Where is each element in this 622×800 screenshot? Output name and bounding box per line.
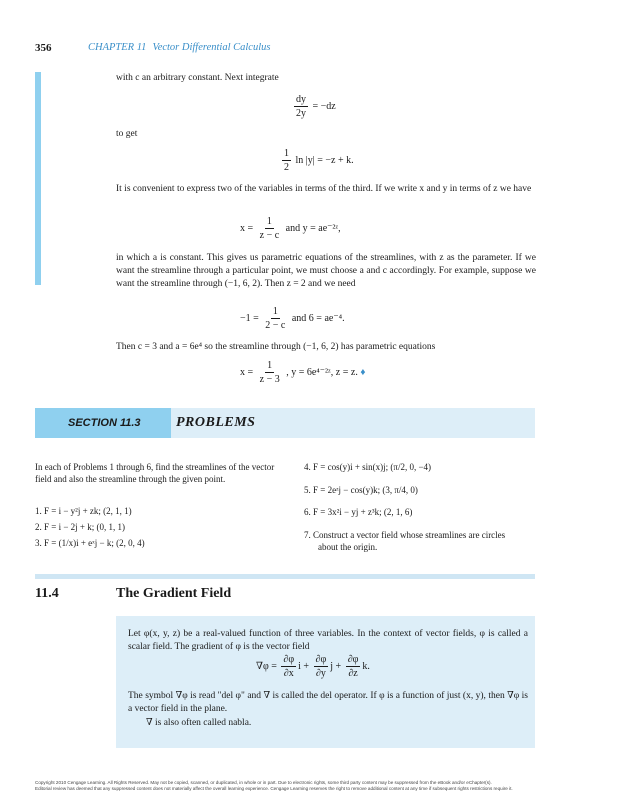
problem-item: 6. F = 3x²i − yj + z³k; (2, 1, 6) — [304, 507, 413, 517]
eq2-rhs: ln |y| = −z + k. — [295, 154, 354, 166]
eq4-lhs: −1 = — [240, 312, 259, 324]
term-j: j + — [330, 660, 342, 672]
eq2-numerator: 1 — [284, 148, 289, 159]
end-of-example-icon: ♦ — [360, 366, 366, 378]
running-header — [88, 42, 270, 53]
partial-phi: ∂φ — [283, 654, 295, 665]
term-i: i + — [298, 660, 310, 672]
gradient-lhs: ∇φ = — [256, 660, 277, 672]
paragraph-3: It is convenient to express two of the variables in terms of the third. If we write x and y in terms of z we have — [116, 184, 532, 194]
eq3-lhs: x = — [240, 222, 254, 234]
problem-item: 7. Construct a vector field whose streamlines are circles about the origin. — [304, 530, 506, 552]
eq2-denominator: 2 — [284, 162, 289, 173]
equation-5 — [240, 360, 365, 385]
eq5-numerator: 1 — [267, 360, 273, 371]
eq3-denominator: z − c — [259, 230, 280, 241]
problems-intro: In each of Problems 1 through 6, find the streamlines of the vector field and also the streamline through the given point. — [35, 462, 275, 484]
definition-text-1: Let φ(x, y, z) be a real-valued function of three variables. In the context of vector fields, φ is called a scalar field. The gradient of φ is the vector field — [128, 629, 528, 652]
equation-3 — [240, 216, 341, 241]
eq3-rhs: and y = ae⁻²ᶻ, — [285, 222, 341, 234]
page-number: 356 — [35, 42, 52, 54]
partial-phi: ∂φ — [347, 654, 359, 665]
problem-item: 1. F = i − y²j + zk; (2, 1, 1) — [35, 506, 132, 516]
problem-item: 3. F = (1/x)i + eˣj − k; (2, 0, 4) — [35, 538, 145, 548]
paragraph-5: Then c = 3 and a = 6e⁴ so the streamline through (−1, 6, 2) has parametric equations — [116, 342, 436, 352]
eq4-denominator: 2 − c — [265, 320, 286, 331]
partial-z: ∂z — [348, 668, 358, 679]
paragraph-1: with c an arbitrary constant. Next integrate — [116, 73, 279, 83]
section-number: 11.4 — [35, 586, 59, 601]
partial-x: ∂x — [283, 668, 294, 679]
equation-2 — [280, 148, 354, 173]
copyright-line-2: Editorial review has deemed that any suppressed content does not materially affect the overall learning experience. Cengage Learning reserves the right to remove additional content at any time if subsequent rights restrictions require it. — [35, 786, 513, 791]
problem-item: 2. F = i − 2j + k; (0, 1, 1) — [35, 522, 125, 532]
section-heading: The Gradient Field — [116, 586, 232, 601]
gradient-equation — [256, 654, 370, 679]
partial-y: ∂y — [315, 668, 326, 679]
equation-4 — [240, 306, 345, 331]
section-title: PROBLEMS — [176, 415, 256, 430]
eq1-rhs: = −dz — [312, 100, 336, 112]
eq3-numerator: 1 — [266, 216, 272, 227]
eq5-denominator: z − 3 — [259, 374, 280, 385]
problem-item: 5. F = 2eᶻj − cos(y)k; (3, π/4, 0) — [304, 485, 418, 495]
problem-item: 4. F = cos(y)i + sin(x)j; (π/2, 0, −4) — [304, 462, 432, 472]
chapter-label: CHAPTER 11 — [88, 42, 147, 53]
term-k: k. — [362, 660, 370, 672]
section-label: SECTION 11.3 — [68, 417, 141, 429]
eq5-rhs: , y = 6e⁴⁻²ᶻ, z = z. — [286, 366, 358, 378]
eq1-numerator: dy — [296, 94, 306, 105]
paragraph-4: in which a is constant. This gives us parametric equations of the streamlines, with z as the parameter. If we want the streamline through a particular point, we must choose a and c accordingly. For example, suppose we want the streamline through (−1, 6, 2). Then z = 2 and we need — [116, 253, 536, 289]
definition-text-2: The symbol ∇φ is read "del φ" and ∇ is called the del operator. If φ is a function of just (x, y), then ∇φ is a vector field in the plane. — [128, 691, 528, 714]
margin-bar — [35, 72, 41, 285]
eq4-numerator: 1 — [272, 306, 278, 317]
eq4-rhs: and 6 = ae⁻⁴. — [291, 312, 345, 324]
partial-phi: ∂φ — [315, 654, 327, 665]
chapter-title: Vector Differential Calculus — [152, 42, 271, 53]
definition-text-3: ∇ is also often called nabla. — [146, 718, 252, 728]
section-divider — [35, 574, 535, 579]
copyright-line-1: Copyright 2010 Cengage Learning. All Rights Reserved. May not be copied, scanned, or duplicated, in whole or in part. Due to electronic rights, some third party content may be suppressed from the eBook and/or eChapter(s). — [35, 780, 492, 785]
equation-1 — [292, 94, 336, 119]
paragraph-2: to get — [116, 129, 138, 139]
eq1-denominator: 2y — [296, 108, 306, 119]
eq5-lhs: x = — [240, 366, 254, 378]
